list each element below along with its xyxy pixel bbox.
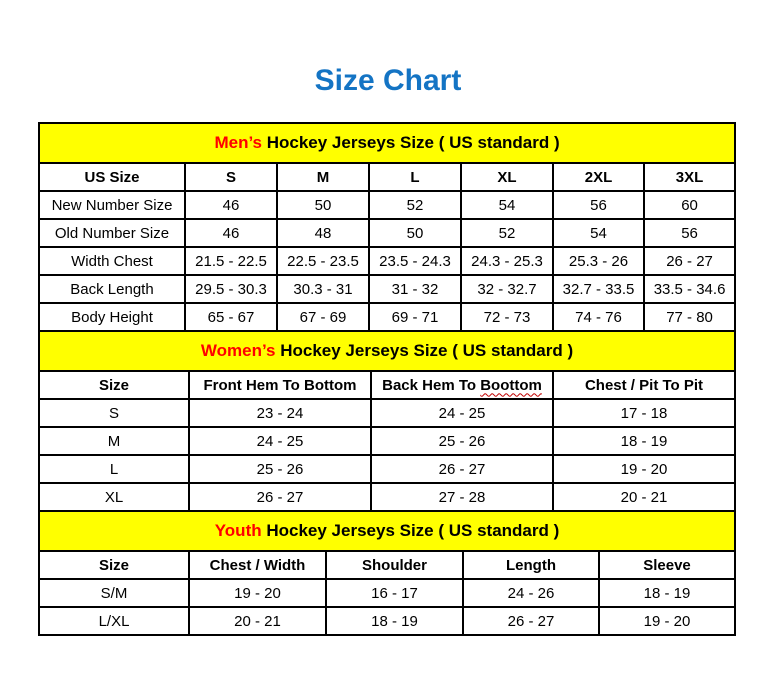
womens-col-chest: Chest / Pit To Pit <box>553 371 735 399</box>
size-value-cell: 24.3 - 25.3 <box>461 247 553 275</box>
size-value-cell: 31 - 32 <box>369 275 461 303</box>
size-value-cell: 48 <box>277 219 369 247</box>
youth-column-header-row <box>39 551 735 579</box>
mens-title-rest: Hockey Jerseys Size ( US standard ) <box>262 133 560 152</box>
youth-col-size: Size <box>39 551 189 579</box>
table-row <box>39 191 735 219</box>
size-value-cell: 19 - 20 <box>553 455 735 483</box>
table-row <box>39 219 735 247</box>
size-value-cell: 67 - 69 <box>277 303 369 331</box>
size-value-cell: 32 - 32.7 <box>461 275 553 303</box>
womens-size-table <box>38 330 736 512</box>
size-value-cell: 72 - 73 <box>461 303 553 331</box>
youth-col-shoulder: Shoulder <box>326 551 463 579</box>
size-value-cell: 18 - 19 <box>599 579 735 607</box>
mens-col-s: S <box>185 163 277 191</box>
womens-table-title <box>39 331 735 371</box>
size-value-cell: 52 <box>461 219 553 247</box>
mens-table-title-row <box>39 123 735 163</box>
size-value-cell: 20 - 21 <box>189 607 326 635</box>
womens-col-back-hem <box>371 371 553 399</box>
mens-col-xl: XL <box>461 163 553 191</box>
womens-col-size: Size <box>39 371 189 399</box>
size-value-cell: 25 - 26 <box>189 455 371 483</box>
mens-col-m: M <box>277 163 369 191</box>
size-value-cell: 24 - 26 <box>463 579 599 607</box>
mens-title-highlight: Men’s <box>214 133 262 152</box>
size-value-cell: 77 - 80 <box>644 303 735 331</box>
mens-col-3xl: 3XL <box>644 163 735 191</box>
row-label-cell: New Number Size <box>39 191 185 219</box>
youth-col-chest-width: Chest / Width <box>189 551 326 579</box>
womens-title-highlight: Women’s <box>200 341 276 360</box>
size-value-cell: 19 - 20 <box>189 579 326 607</box>
table-row <box>39 607 735 635</box>
size-value-cell: 29.5 - 30.3 <box>185 275 277 303</box>
mens-size-table <box>38 122 736 332</box>
size-value-cell: 46 <box>185 191 277 219</box>
womens-title-rest: Hockey Jerseys Size ( US standard ) <box>275 341 574 360</box>
womens-column-header-row <box>39 371 735 399</box>
womens-col-front-hem: Front Hem To Bottom <box>189 371 371 399</box>
size-value-cell: 26 - 27 <box>371 455 553 483</box>
size-chart <box>38 122 734 636</box>
size-value-cell: 19 - 20 <box>599 607 735 635</box>
table-row <box>39 275 735 303</box>
row-label-cell: M <box>39 427 189 455</box>
row-label-cell: L/XL <box>39 607 189 635</box>
size-value-cell: 65 - 67 <box>185 303 277 331</box>
size-value-cell: 18 - 19 <box>326 607 463 635</box>
size-value-cell: 50 <box>277 191 369 219</box>
size-value-cell: 32.7 - 33.5 <box>553 275 644 303</box>
size-value-cell: 24 - 25 <box>371 399 553 427</box>
size-value-cell: 26 - 27 <box>189 483 371 511</box>
size-value-cell: 69 - 71 <box>369 303 461 331</box>
row-label-cell: Width Chest <box>39 247 185 275</box>
row-label-cell: S <box>39 399 189 427</box>
youth-col-length: Length <box>463 551 599 579</box>
womens-table-title-row <box>39 331 735 371</box>
youth-table-title-row <box>39 511 735 551</box>
size-value-cell: 54 <box>461 191 553 219</box>
size-value-cell: 21.5 - 22.5 <box>185 247 277 275</box>
size-value-cell: 56 <box>553 191 644 219</box>
row-label-cell: XL <box>39 483 189 511</box>
size-value-cell: 27 - 28 <box>371 483 553 511</box>
size-value-cell: 16 - 17 <box>326 579 463 607</box>
size-value-cell: 25 - 26 <box>371 427 553 455</box>
page-title: Size Chart <box>314 64 462 97</box>
size-value-cell: 26 - 27 <box>644 247 735 275</box>
size-value-cell: 30.3 - 31 <box>277 275 369 303</box>
table-row <box>39 579 735 607</box>
mens-col-2xl: 2XL <box>553 163 644 191</box>
size-value-cell: 60 <box>644 191 735 219</box>
table-row <box>39 303 735 331</box>
size-value-cell: 52 <box>369 191 461 219</box>
row-label-cell: Back Length <box>39 275 185 303</box>
size-value-cell: 18 - 19 <box>553 427 735 455</box>
back-hem-label-prefix: Back Hem To <box>382 376 481 394</box>
size-value-cell: 25.3 - 26 <box>553 247 644 275</box>
size-value-cell: 23 - 24 <box>189 399 371 427</box>
youth-size-table <box>38 510 736 636</box>
row-label-cell: Old Number Size <box>39 219 185 247</box>
table-row <box>39 455 735 483</box>
size-value-cell: 54 <box>553 219 644 247</box>
size-value-cell: 17 - 18 <box>553 399 735 427</box>
mens-col-us-size: US Size <box>39 163 185 191</box>
size-value-cell: 24 - 25 <box>189 427 371 455</box>
row-label-cell: S/M <box>39 579 189 607</box>
row-label-cell: Body Height <box>39 303 185 331</box>
size-value-cell: 23.5 - 24.3 <box>369 247 461 275</box>
size-value-cell: 26 - 27 <box>463 607 599 635</box>
mens-table-title <box>39 123 735 163</box>
size-value-cell: 33.5 - 34.6 <box>644 275 735 303</box>
size-value-cell: 56 <box>644 219 735 247</box>
youth-title-rest: Hockey Jerseys Size ( US standard ) <box>261 521 560 540</box>
youth-title-highlight: Youth <box>214 521 262 540</box>
size-value-cell: 74 - 76 <box>553 303 644 331</box>
youth-table-title <box>39 511 735 551</box>
table-row <box>39 247 735 275</box>
row-label-cell: L <box>39 455 189 483</box>
back-hem-misspelled-word: Boottom <box>480 376 542 394</box>
table-row <box>39 399 735 427</box>
size-value-cell: 46 <box>185 219 277 247</box>
table-row <box>39 427 735 455</box>
size-value-cell: 50 <box>369 219 461 247</box>
table-row <box>39 483 735 511</box>
mens-col-l: L <box>369 163 461 191</box>
size-value-cell: 20 - 21 <box>553 483 735 511</box>
mens-column-header-row <box>39 163 735 191</box>
youth-col-sleeve: Sleeve <box>599 551 735 579</box>
size-value-cell: 22.5 - 23.5 <box>277 247 369 275</box>
